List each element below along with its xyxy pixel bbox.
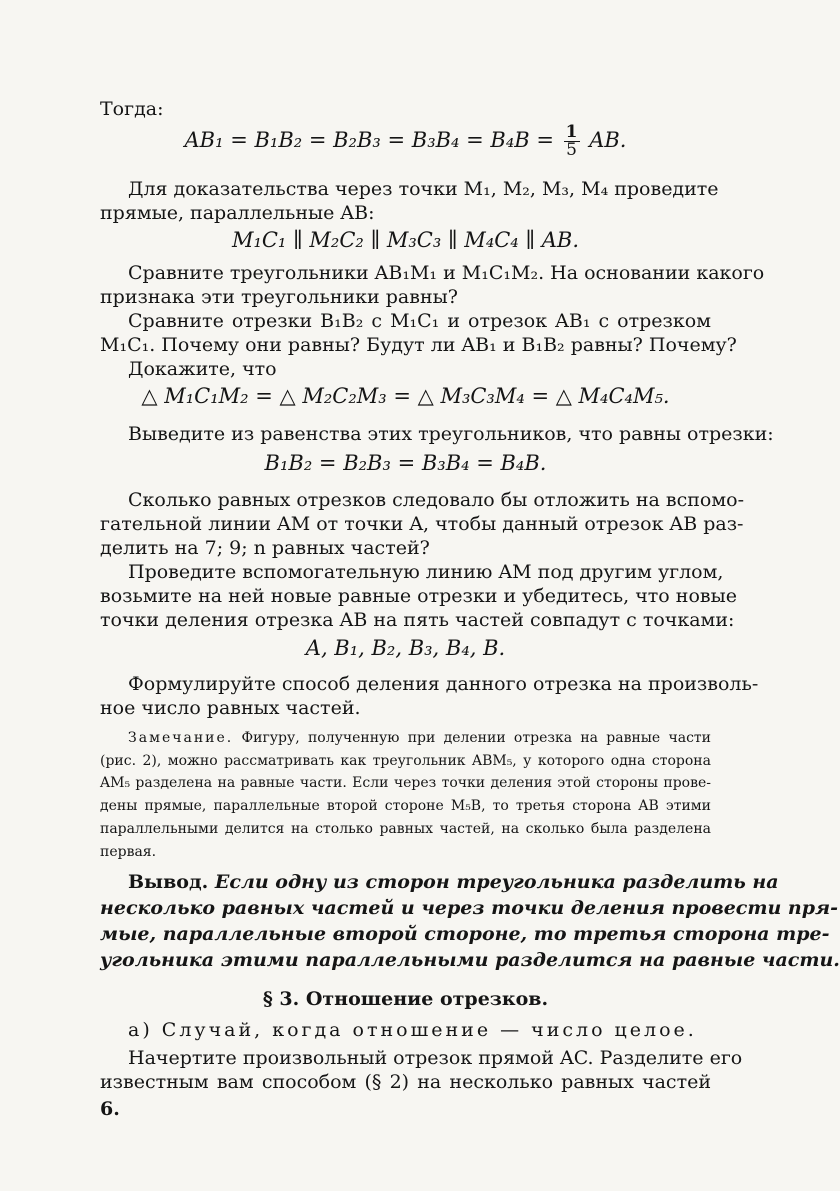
text-line: возьмите на ней новые равные отрезки и убедитесь, что новые [100,585,737,607]
conclusion-label: Вывод. [128,871,209,893]
page-number: 6. [100,1098,120,1120]
equation-points: A, B₁, B₂, B₃, B₄, B. [305,636,506,660]
text-line: прямые, параллельные AB: [100,202,375,224]
equation-left: AB₁ = B₁B₂ = B₂B₃ = B₃B₄ = B₄B = [184,128,554,152]
text-line: Формулируйте способ деления данного отрезка на произволь- [128,673,759,695]
text-line: точки деления отрезка AB на пять частей совпадут с точками: [100,609,735,631]
equation-parallel-lines: M₁C₁ ∥ M₂C₂ ∥ M₃C₃ ∥ M₄C₄ ∥ AB. [231,228,580,252]
note-line [128,727,711,750]
text-line: Тогда: [100,98,164,120]
conclusion-text: Если одну из сторон треугольника разделить на [214,871,779,893]
conclusion-line: угольника этими параллельными разделится на равные части. [100,949,840,971]
conclusion-line [128,869,779,895]
text-line: Сравните отрезки B₁B₂ с M₁C₁ и отрезок AB₁ с отрезком [128,310,711,332]
note-line: AM₅ разделена на равные части. Если через точки деления этой стороны прове- [100,775,711,791]
text-line: известным вам способом (§ 2) на несколько равных частей [100,1071,711,1093]
equation-triangles: △ M₁C₁M₂ = △ M₂C₂M₃ = △ M₃C₃M₄ = △ M₄C₄M₅. [141,384,670,408]
fraction-numerator: 1 [565,122,578,142]
text-line: Проведите вспомогательную линию AM под другим углом, [128,561,724,583]
equation-right: AB. [589,128,627,152]
fraction-one-fifth [564,124,580,159]
equation-b-segments: B₁B₂ = B₂B₃ = B₃B₄ = B₄B. [264,451,547,475]
text-line: Докажите, что [128,358,277,380]
equation-ab-segments [100,124,711,159]
text-line: гательной линии AM от точки A, чтобы данный отрезок AB раз- [100,513,744,535]
case-heading: а) Случай, когда отношение — число целое. [128,1019,697,1041]
note-line: первая. [100,844,157,860]
text-line: делить на 7; 9; n равных частей? [100,537,430,559]
note-text: Фигуру, полученную при делении отрезка на равные части [241,730,711,746]
text-line: Выведите из равенства этих треугольников, что равны отрезки: [128,423,774,445]
conclusion-line: несколько равных частей и через точки деления провести пря- [100,897,839,919]
note-line: дены прямые, параллельные второй стороне M₅B, то третья сторона AB этими [100,798,711,814]
note-line: (рис. 2), можно рассматривать как треугольник ABM₅, у которого одна сторона [100,753,711,769]
text-line: Сравните треугольники AB₁M₁ и M₁C₁M₂. На основании какого [128,262,765,284]
text-line: Сколько равных отрезков следовало бы отложить на вспомо- [128,489,744,511]
text-line: Для доказательства через точки M₁, M₂, M₃, M₄ проведите [128,178,719,200]
section-title: § 3. Отношение отрезков. [262,988,549,1010]
text-line: Начертите произвольный отрезок прямой AC. Разделите его [128,1047,743,1069]
fraction-denominator: 5 [566,140,577,160]
note-line: параллельными делится на столько равных частей, на сколько была разделена [100,821,711,837]
text-line: ное число равных частей. [100,697,361,719]
text-line: признака эти треугольники равны? [100,286,458,308]
conclusion-line: мые, параллельные второй стороне, то третья сторона тре- [100,923,830,945]
note-label: Замечание. [128,730,234,746]
text-line: M₁C₁. Почему они равны? Будут ли AB₁ и B₁B₂ равны? Почему? [100,334,737,356]
